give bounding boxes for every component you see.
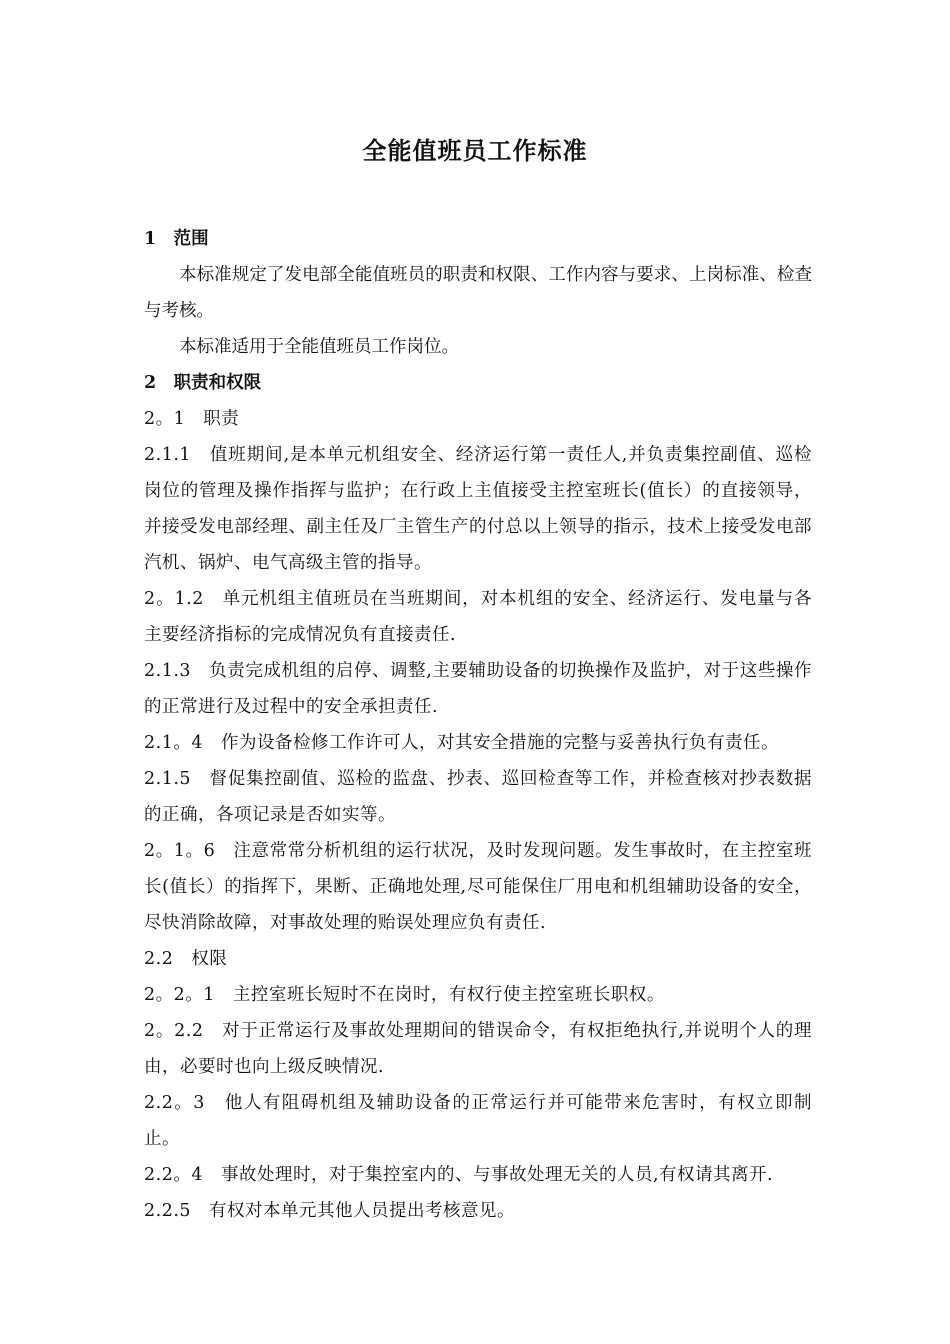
clause-2-1-2: 2。1.2 单元机组主值班员在当班期间，对本机组的安全、经济运行、发电量与各主要经济指标的完成情况负有直接责任. xyxy=(144,589,812,645)
paragraph-scope-1: 本标准规定了发电部全能值班员的职责和权限、工作内容与要求、上岗标准、检查与考核。 xyxy=(144,265,812,321)
subsection-heading-duties: 2。1 职责 xyxy=(144,409,240,429)
section-heading-scope: 1 范围 xyxy=(144,229,209,249)
clause-2-1-1: 2.1.1 值班期间,是本单元机组安全、经济运行第一责任人,并负责集控副值、巡检岗位的管理及操作指挥与监护；在行政上主值接受主控室班长(值长）的直接领导，并接受发电部经理、副主任及厂主管生产的付总以上领导的指示，技术上接受发电部汽机、锅炉、电气高级主管的指导。 xyxy=(144,445,812,573)
clause-2-2-2: 2。2.2 对于正常运行及事故处理期间的错误命令，有权拒绝执行,并说明个人的理由，必要时也向上级反映情况. xyxy=(144,1021,812,1077)
clause-2-1-5: 2.1.5 督促集控副值、巡检的监盘、抄表、巡回检查等工作，并检查核对抄表数据的正确，各项记录是否如实等。 xyxy=(144,769,812,825)
document-body xyxy=(144,221,812,1229)
clause-2-2-3: 2.2。3 他人有阻碍机组及辅助设备的正常运行并可能带来危害时，有权立即制止。 xyxy=(144,1093,812,1149)
document-title: 全能值班员工作标准 xyxy=(362,137,588,165)
subsection-heading-rights: 2.2 权限 xyxy=(144,949,228,969)
clause-2-1-4: 2.1。4 作为设备检修工作许可人，对其安全措施的完整与妥善执行负有责任。 xyxy=(144,733,779,753)
clause-2-2-5: 2.2.5 有权对本单元其他人员提出考核意见。 xyxy=(144,1201,516,1221)
section-heading-duties-rights: 2 职责和权限 xyxy=(144,373,262,393)
paragraph-scope-2: 本标准适用于全能值班员工作岗位。 xyxy=(179,337,459,357)
clause-2-1-3: 2.1.3 负责完成机组的启停、调整,主要辅助设备的切换操作及监护，对于这些操作的正常进行及过程中的安全承担责任. xyxy=(144,661,812,717)
clause-2-2-4: 2.2。4 事故处理时，对于集控室内的、与事故处理无关的人员,有权请其离开. xyxy=(144,1165,774,1185)
clause-2-2-1: 2。2。1 主控室班长短时不在岗时，有权行使主控室班长职权。 xyxy=(144,985,665,1005)
clause-2-1-6: 2。1。6 注意常常分析机组的运行状况，及时发现问题。发生事故时，在主控室班长(值长）的指挥下，果断、正确地处理,尽可能保住厂用电和机组辅助设备的安全，尽快消除故障，对事故处理的贻误处理应负有责任. xyxy=(144,841,812,933)
